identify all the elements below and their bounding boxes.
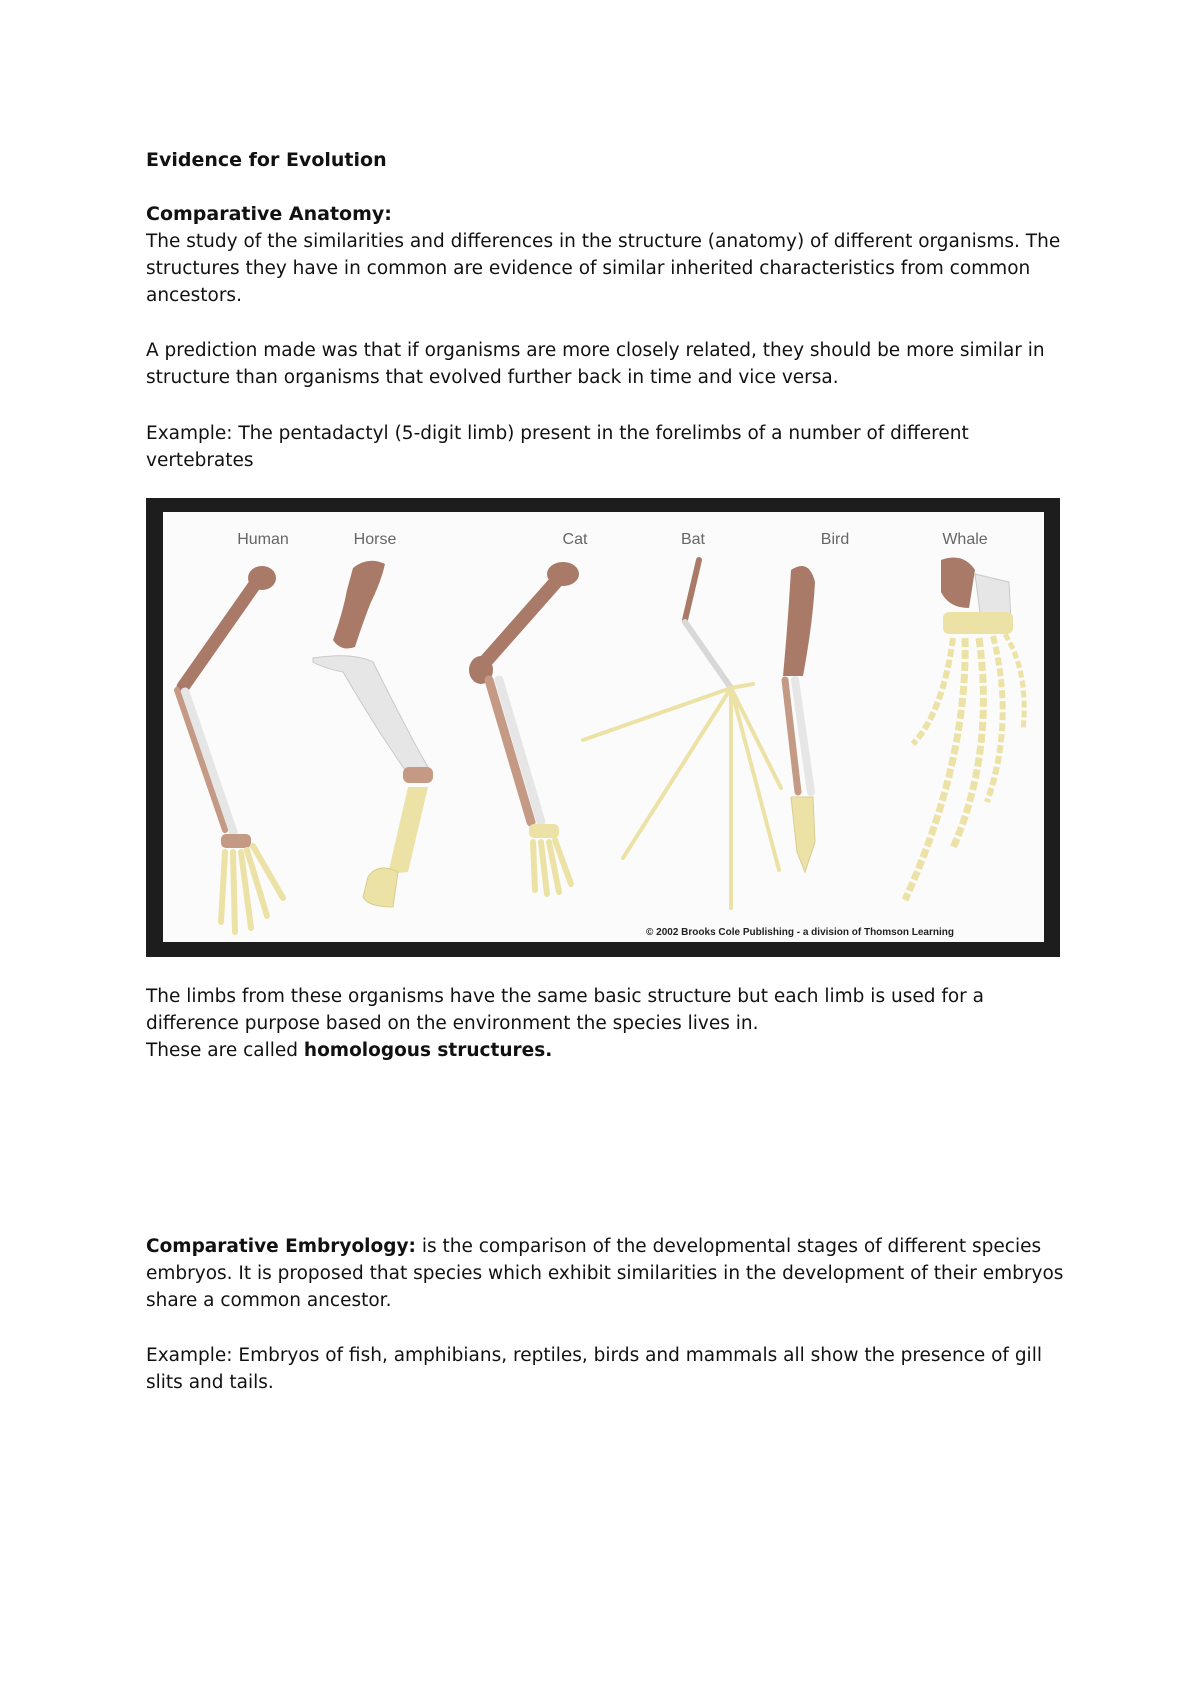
embryology-paragraph: [146, 1233, 1066, 1314]
homologous-prefix: These are called: [146, 1040, 304, 1061]
embryology-text: is the comparison of the developmental stages of different species embryos. It is proposed that species which exhibit similarities in the development of their embryos share a common ancestor.: [146, 1236, 1064, 1311]
cat-limb: [469, 562, 579, 894]
label-bat: Bat: [680, 531, 706, 548]
bird-limb: [783, 566, 815, 872]
anatomy-example: Example: The pentadactyl (5-digit limb) present in the forelimbs of a number of different vertebrates: [146, 423, 969, 471]
anatomy-heading: Comparative Anatomy:: [146, 203, 392, 225]
forelimb-illustration: [163, 512, 1044, 942]
label-cat: Cat: [562, 531, 588, 548]
label-whale: Whale: [942, 531, 988, 548]
bat-limb: [583, 560, 781, 908]
embryology-example: Example: Embryos of fish, amphibians, reptiles, birds and mammals all show the presence of gill slits and tails.: [146, 1345, 1042, 1393]
forelimb-figure: [146, 498, 1060, 957]
whale-limb: [905, 558, 1024, 900]
homologous-suffix: .: [545, 1040, 553, 1061]
label-bird: Bird: [820, 531, 850, 548]
homologous-explanation: The limbs from these organisms have the same basic structure but each limb is used for a difference purpose based on the environment the species lives in.: [146, 986, 984, 1034]
embryology-heading: Comparative Embryology:: [146, 1236, 416, 1257]
anatomy-definition: The study of the similarities and differences in the structure (anatomy) of different organisms. The structures they have in common are evidence of similar inherited characteristics from common ancestors.: [146, 231, 1061, 306]
page-title: Evidence for Evolution: [146, 149, 387, 171]
human-limb: [177, 566, 283, 932]
horse-limb: [313, 561, 433, 907]
anatomy-prediction: A prediction made was that if organisms are more closely related, they should be more similar in structure than organisms that evolved further back in time and vice versa.: [146, 340, 1045, 388]
homologous-term: homologous structures: [303, 1040, 546, 1061]
label-human: Human: [237, 531, 289, 548]
figure-credit: © 2002 Brooks Cole Publishing - a division of Thomson Learning: [646, 927, 954, 938]
label-horse: Horse: [353, 531, 397, 548]
forelimb-figure-canvas: [163, 512, 1044, 942]
homologous-statement: [146, 1037, 1066, 1064]
